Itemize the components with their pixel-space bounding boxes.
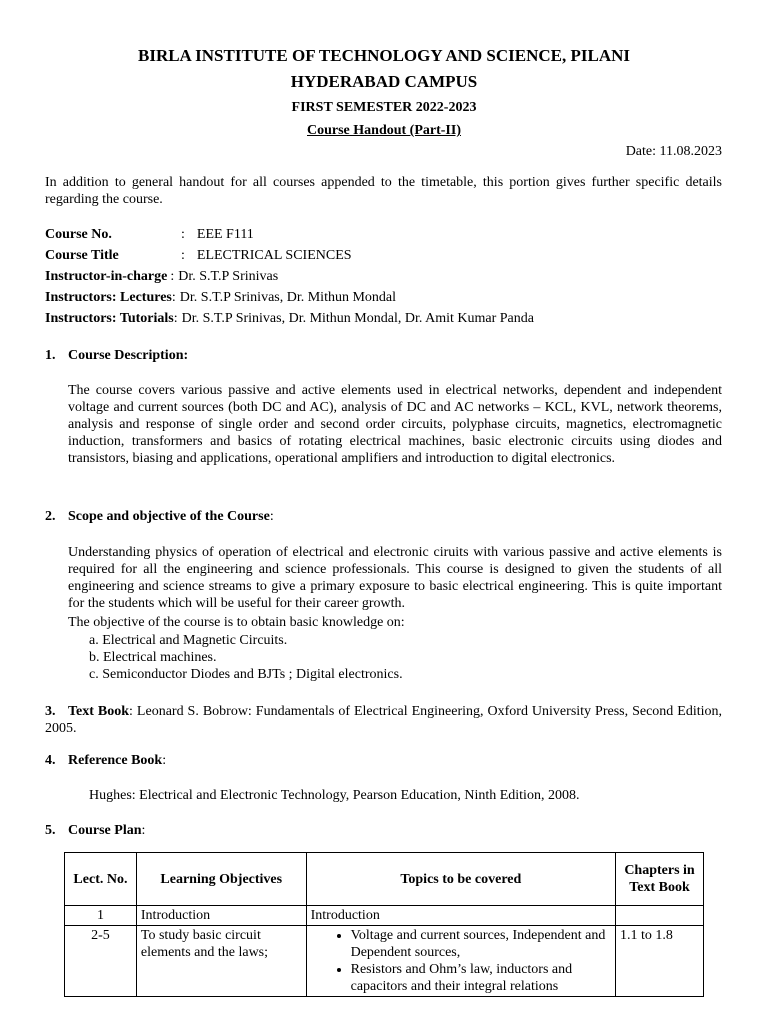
text-book-body: Leonard S. Bobrow: Fundamentals of Electrical Engineering, Oxford University Press, Second Edition, 2005. bbox=[45, 704, 722, 736]
intro-paragraph: In addition to general handout for all courses appended to the timetable, this portion gives further specific details regarding the course. bbox=[45, 175, 722, 207]
list-item: • Voltage and current sources, Independent and Dependent sources, bbox=[351, 927, 611, 961]
header-learning-objectives: Learning Objectives bbox=[136, 853, 306, 906]
text-book-heading: Text Book bbox=[68, 704, 130, 719]
objective-list bbox=[89, 632, 403, 683]
info-row-instructors-tutorials: Instructors: Tutorials: Dr. S.T.P Srinivas, Dr. Mithun Mondal, Dr. Amit Kumar Panda bbox=[45, 311, 534, 326]
cell-chapters: 1.1 to 1.8 bbox=[616, 926, 704, 997]
scope-body: Understanding physics of operation of electrical and electronic ciruits with various passive and active elements is required for all the engineering and science professionals. This course is designed to given the students of all engineering and science streams to give a primary exposure to basic electrical engineering. This is quite important for the students which will be useful for their career growth. bbox=[68, 545, 722, 611]
cell-lect: 1 bbox=[65, 906, 137, 926]
campus-name: HYDERABAD CAMPUS bbox=[290, 72, 478, 91]
cell-topics bbox=[306, 926, 615, 997]
info-row-instructor-in-charge: Instructor-in-charge : Dr. S.T.P Srinivas bbox=[45, 269, 279, 284]
section-course-plan-heading: 5. Course Plan: bbox=[45, 823, 146, 838]
table-row bbox=[65, 926, 704, 997]
info-row-course-title: Course Title : ELECTRICAL SCIENCES bbox=[45, 248, 352, 263]
course-plan-table bbox=[64, 852, 704, 997]
list-item: b. Electrical machines. bbox=[89, 650, 217, 665]
cell-chapters bbox=[616, 906, 704, 926]
list-item: • Resistors and Ohm’s law, inductors and capacitors and their integral relations bbox=[351, 961, 611, 995]
info-row-course-no: Course No. : EEE F111 bbox=[45, 227, 254, 242]
handout-title: Course Handout (Part-II) bbox=[307, 123, 461, 138]
header-topics: Topics to be covered bbox=[306, 853, 615, 906]
handout-date: Date: 11.08.2023 bbox=[625, 144, 722, 159]
section-text-book: 3. Text Book: Leonard S. Bobrow: Fundamentals of Electrical Engineering, Oxford University Press, Second Edition, 2005. bbox=[45, 704, 722, 736]
course-info bbox=[45, 226, 534, 331]
list-item: a. Electrical and Magnetic Circuits. bbox=[89, 633, 288, 648]
semester-title: FIRST SEMESTER 2022-2023 bbox=[291, 100, 477, 115]
section-reference-book-heading: 4. Reference Book: bbox=[45, 753, 167, 768]
cell-objective: To study basic circuit elements and the laws; bbox=[136, 926, 306, 997]
objective-intro: The objective of the course is to obtain basic knowledge on: bbox=[68, 615, 405, 630]
section-scope-heading: 2. Scope and objective of the Course: bbox=[45, 509, 274, 524]
cell-objective: Introduction bbox=[136, 906, 306, 926]
cell-topic: Introduction bbox=[306, 906, 615, 926]
topics-list bbox=[311, 927, 611, 995]
table-row bbox=[65, 906, 704, 926]
institute-name: BIRLA INSTITUTE OF TECHNOLOGY AND SCIENCE, PILANI bbox=[137, 46, 630, 65]
cell-lect: 2-5 bbox=[65, 926, 137, 997]
header-lect-no: Lect. No. bbox=[65, 853, 137, 906]
reference-book-body: Hughes: Electrical and Electronic Technology, Pearson Education, Ninth Edition, 2008. bbox=[89, 788, 580, 803]
header-chapters: Chapters in Text Book bbox=[616, 853, 704, 906]
table-header-row bbox=[65, 853, 704, 906]
course-description-body: The course covers various passive and active elements used in electrical networks, dependent and independent voltage and current sources (both DC and AC), analysis of DC and AC networks – KCL, KVL, network theorems, analysis and response of single order and second order circuits, polyphase circuits, magnetics, electromagnetic induction, transformers and basics of rotating electrical machines, basic electronic circuits using diodes and transistors, biasing and applications, operational amplifiers and introduction to digital electronics. bbox=[68, 383, 722, 466]
section-course-description-heading: 1. Course Description: bbox=[45, 348, 189, 363]
list-item: c. Semiconductor Diodes and BJTs ; Digital electronics. bbox=[89, 667, 403, 682]
info-row-instructors-lectures: Instructors: Lectures: Dr. S.T.P Srinivas, Dr. Mithun Mondal bbox=[45, 290, 397, 305]
